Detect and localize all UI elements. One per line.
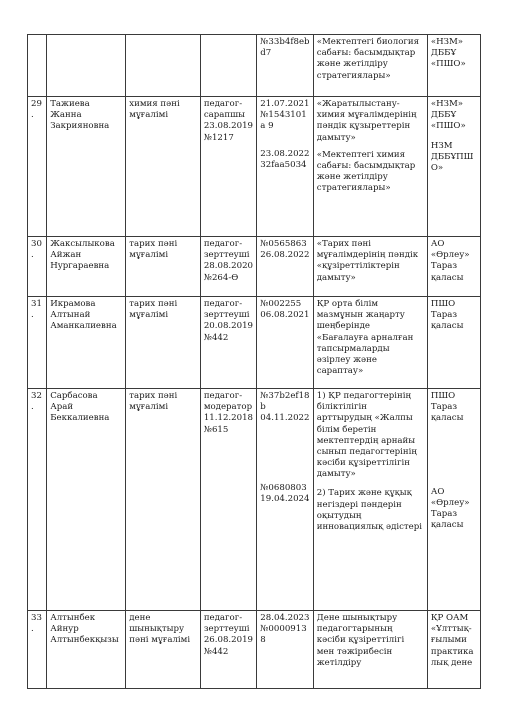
certificate-number: 28.04.2023 №00009138 — [260, 613, 310, 646]
course-title: 1) ҚР педагогтерінің біліктілігін арттырудың «Жалпы білім беретін мектептердің арнайы сынып педагогтерінің кәсіби құзіреттілігін дамыту» — [316, 391, 417, 480]
organization-cell — [427, 611, 480, 689]
row-number: 31. — [28, 297, 47, 389]
organization-name: АО «Өрлеу» Тараз қаласы — [430, 486, 470, 531]
organization-name: «НЗМ» ДББҰ «ПШО» — [430, 99, 466, 132]
teacher-subject: тарих пәні мұғалімі — [126, 297, 201, 389]
teacher-name: Сарбасова Арай Беккалиевна — [47, 389, 126, 611]
teacher-category: педагог-модератор 11.12.2018 №615 — [200, 389, 256, 611]
teacher-name: Алтынбек Айнур Алтынбекқызы — [47, 611, 126, 689]
course-cell — [313, 237, 427, 297]
course-cell — [313, 611, 427, 689]
course-title: 2) Тарих және құқық негіздері пәндерін оқытудың инновациялық әдістері — [316, 488, 423, 532]
certificate-number: №37b2ef18 b 04.11.2022 — [260, 391, 310, 424]
table-row — [28, 237, 481, 297]
teacher-subject: дене шынықтыру пәні мұғалімі — [126, 611, 201, 689]
table-row — [28, 389, 481, 611]
organization-cell — [427, 237, 480, 297]
organization-name: НЗМ ДББҰПШО» — [430, 140, 474, 173]
course-title: «Мектептегі биология сабағы: басымдықтар және жетілдіру стратегиялары» — [316, 37, 420, 81]
organization-name: ҚР ОАМ «Ұлттық-ғылыми практикалық дене — [430, 613, 474, 668]
teacher-name: Тажиева Жанна Закрияновна — [47, 97, 126, 237]
organization-name: ПШО Тараз қаласы — [430, 299, 464, 332]
course-title: ҚР орта білім мазмұнын жаңарту шеңберінде «Бағалауға арналған тапсырмаларды әзірлеу және сараптау» — [316, 299, 414, 377]
table-row — [28, 35, 481, 97]
row-number: 33. — [28, 611, 47, 689]
certificate-number: №0680803 19.04.2024 — [260, 482, 310, 504]
teacher-category: педагог-сарапшы 23.08.2019 №1217 — [200, 97, 256, 237]
organization-cell — [427, 97, 480, 237]
teacher-category — [200, 35, 256, 97]
teacher-subject: тарих пәні мұғалімі — [126, 237, 201, 297]
course-cell — [313, 97, 427, 237]
row-number — [28, 35, 47, 97]
organization-cell — [427, 35, 480, 97]
teacher-subject — [126, 35, 201, 97]
certificate-cell — [257, 389, 313, 611]
organization-cell — [427, 297, 480, 389]
course-cell — [313, 35, 427, 97]
certificate-cell — [257, 611, 313, 689]
certificate-cell — [257, 297, 313, 389]
organization-cell — [427, 389, 480, 611]
certificate-cell — [257, 237, 313, 297]
course-cell — [313, 389, 427, 611]
table-row — [28, 611, 481, 689]
teacher-category: педагог-зерттеуші 28.08.2020 №264-Ө — [200, 237, 256, 297]
teacher-category: педагог-зерттеуші 26.08.2019 №442 — [200, 611, 256, 689]
certificate-number: №002255 06.08.2021 — [260, 299, 310, 321]
teacher-subject: тарих пәні мұғалімі — [126, 389, 201, 611]
organization-name: АО «Өрлеу» Тараз қаласы — [430, 239, 470, 283]
course-title: «Жаратылыстану-химия мұғалімдерінің пәндік құзыреттерін дамыту» — [316, 99, 417, 143]
certificate-cell — [257, 35, 313, 97]
course-cell — [313, 297, 427, 389]
organization-name: ПШО Тараз қаласы — [430, 391, 464, 424]
teacher-name: Икрамова Алтынай Аманкалиевна — [47, 297, 126, 389]
row-number: 29. — [28, 97, 47, 237]
table-row — [28, 297, 481, 389]
teacher-name: Жаксылыкова Айжан Нургараевна — [47, 237, 126, 297]
course-title: «Мектептегі химия сабағы: басымдықтар және жетілдіру стратегиялары» — [316, 149, 416, 194]
certificate-number: 21.07.2021 №1543101а 9 — [260, 99, 310, 132]
teachers-table — [27, 34, 481, 689]
row-number: 30. — [28, 237, 47, 297]
certificate-number: №33b4f8eb d7 — [260, 37, 310, 59]
organization-name: «НЗМ» ДББҰ «ПШО» — [430, 37, 466, 70]
row-number: 32. — [28, 389, 47, 611]
teacher-subject: химия пәні мұғалімі — [126, 97, 201, 237]
teacher-name — [47, 35, 126, 97]
course-title: «Тарих пәні мұғалімдерінің пәндік «құзіреттіліктерін дамыту» — [316, 239, 419, 283]
course-title: Дене шынықтыру педагогтарының кәсіби құзіреттілігі мен тәжірибесін жетілдіру — [316, 613, 405, 668]
certificate-number: 23.08.2022 32faa5034 — [260, 148, 310, 170]
table-row — [28, 97, 481, 237]
certificate-number: №0565863 26.08.2022 — [260, 239, 310, 261]
teacher-category: педагог-зерттеуші 20.08.2019 №442 — [200, 297, 256, 389]
certificate-cell — [257, 97, 313, 237]
